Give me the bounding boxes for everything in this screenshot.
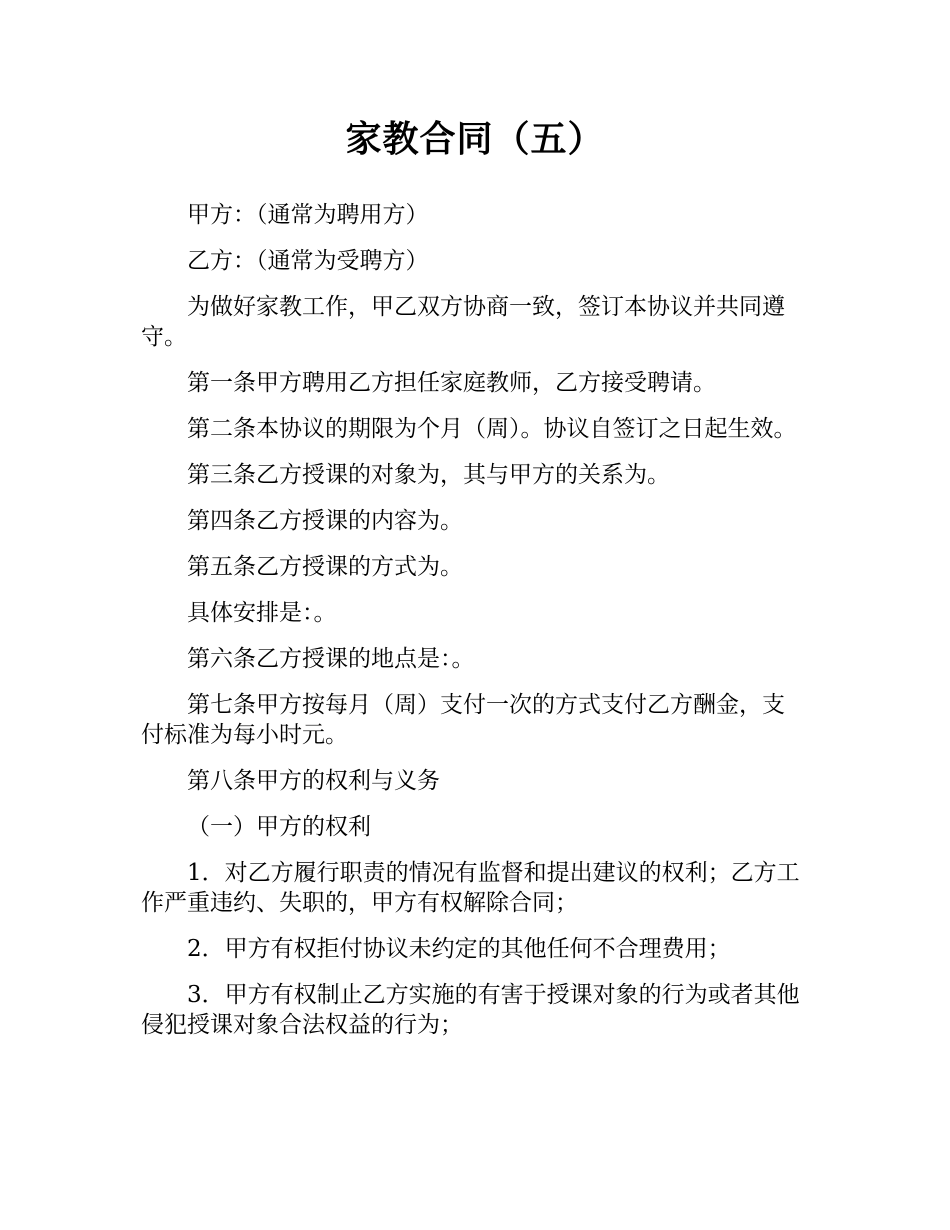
- preamble-paragraph: 为做好家教工作，甲乙双方协商一致，签订本协议并共同遵守。: [141, 294, 785, 350]
- article-6-paragraph: 第六条乙方授课的地点是：。: [187, 646, 475, 672]
- document-body: [141, 200, 807, 1056]
- right-item-2: 2．甲方有权拒付协议未约定的其他任何不合理费用；: [187, 936, 731, 962]
- party-a-rights-heading: （一）甲方的权利: [187, 814, 371, 840]
- article-1-paragraph: 第一条甲方聘用乙方担任家庭教师，乙方接受聘请。: [187, 370, 716, 396]
- schedule-paragraph: 具体安排是：。: [187, 600, 337, 626]
- right-item-1: 1．对乙方履行职责的情况有监督和提出建议的权利；乙方工作严重违约、失职的，甲方有权解除合同；: [141, 860, 800, 916]
- party-a-line: 甲方：（通常为聘用方）: [187, 202, 429, 228]
- right-item-3: 3．甲方有权制止乙方实施的有害于授课对象的行为或者其他侵犯授课对象合法权益的行为；: [141, 982, 800, 1038]
- document-title: 家教合同（五）: [345, 119, 605, 160]
- party-b-line: 乙方：（通常为受聘方）: [187, 248, 429, 274]
- article-5-paragraph: 第五条乙方授课的方式为。: [187, 554, 463, 580]
- article-8-heading: 第八条甲方的权利与义务: [187, 768, 440, 794]
- article-2-paragraph: 第二条本协议的期限为个月（周）。协议自签订之日起生效。: [187, 416, 797, 442]
- article-4-paragraph: 第四条乙方授课的内容为。: [187, 508, 463, 534]
- article-3-paragraph: 第三条乙方授课的对象为，其与甲方的关系为。: [187, 462, 670, 488]
- article-7-paragraph: 第七条甲方按每月（周）支付一次的方式支付乙方酬金，支付标准为每小时元。: [141, 692, 785, 748]
